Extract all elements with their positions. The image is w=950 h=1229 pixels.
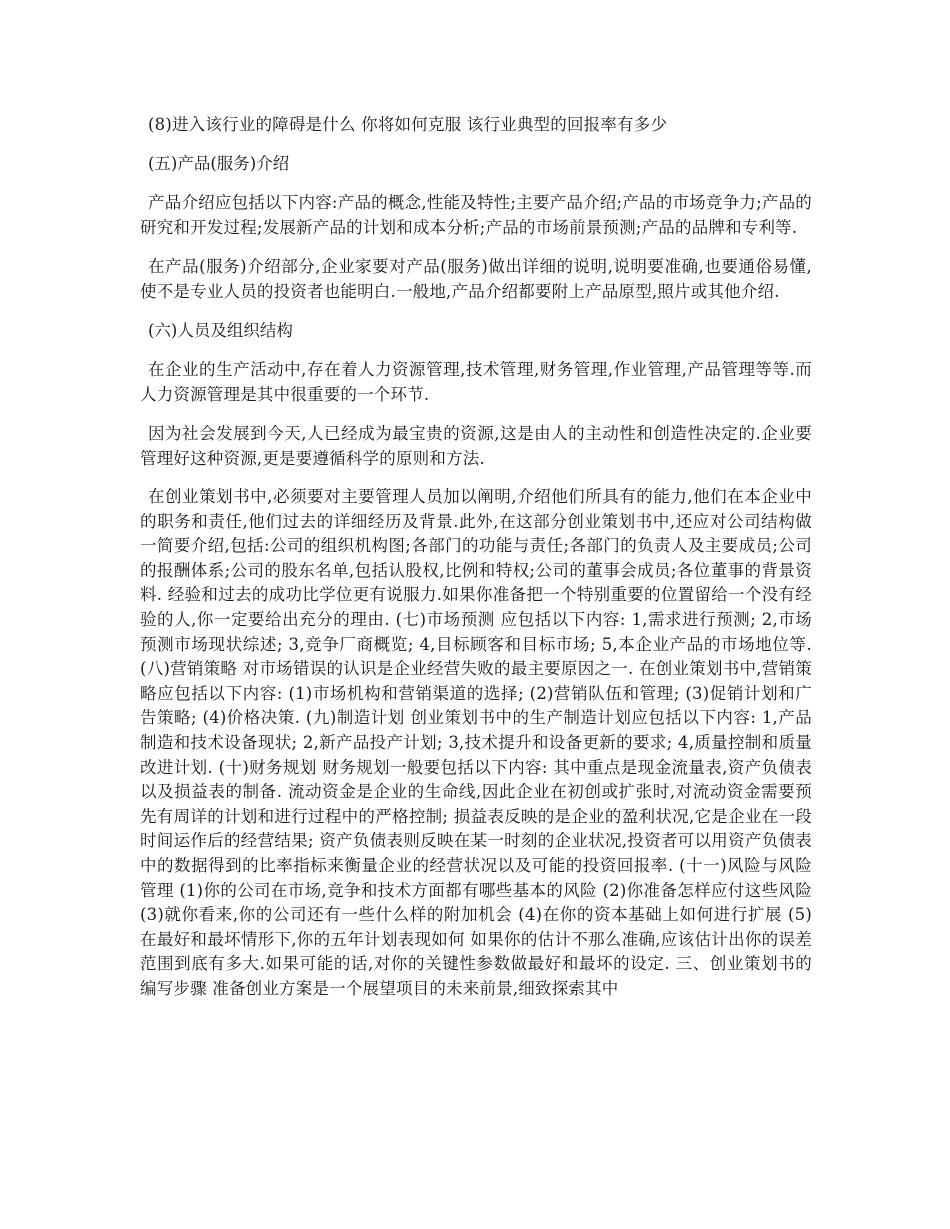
document-page	[140, 112, 812, 1015]
section-heading-product-intro: (五)产品(服务)介绍	[148, 154, 290, 173]
section-heading-personnel: (六)人员及组织结构	[148, 321, 293, 340]
paragraph-human-resources: 因为社会发展到今天,人已经成为最宝贵的资源,这是由人的主动性和创造性决定的.企业要管理好这种资源,更是要遵循科学的原则和方法.	[140, 424, 812, 468]
paragraph-industry-barriers: (8)进入该行业的障碍是什么 你将如何克服 该行业典型的回报率有多少	[148, 115, 668, 134]
paragraph-product-contents: 产品介绍应包括以下内容:产品的概念,性能及特性;主要产品介绍;产品的市场竞争力;产品的研究和开发过程;发展新产品的计划和成本分析;产品的市场前景预测;产品的品牌和专利等.	[140, 193, 812, 237]
paragraph-plan-details: 在创业策划书中,必须要对主要管理人员加以阐明,介绍他们所具有的能力,他们在本企业中的职务和责任,他们过去的详细经历及背景.此外,在这部分创业策划书中,还应对公司结构做一简要介绍,包括:公司的组织机构图;各部门的功能与责任;各部门的负责人及主要成员;公司的报酬体系;公司的股东名单,包括认股权,比例和特权;公司的董事会成员;各位董事的背景资料. 经验和过去的成功比学位更有说服力.如果你准备把一个特别重要的位置留给一个没有经验的人,你一定要给出充分的理由. (七)市场预测 应包括以下内容: 1,需求进行预测; 2,市场预测市场现状综述; 3,竞争厂商概览; 4,目标顾客和目标市场; 5,本企业产品的市场地位等. (八)营销策略 对市场错误的认识是企业经营失败的最主要原因之一. 在创业策划书中,营销策略应包括以下内容: (1)市场机构和营销渠道的选择; (2)营销队伍和管理; (3)促销计划和广告策略; (4)价格决策. (九)制造计划 创业策划书中的生产制造计划应包括以下内容: 1,产品制造和技术设备现状; 2,新产品投产计划; 3,技术提升和设备更新的要求; 4,质量控制和质量改进计划. (十)财务规划 财务规划一般要包括以下内容: 其中重点是现金流量表,资产负债表以及损益表的制备. 流动资金是企业的生命线,因此企业在初创或扩张时,对流动资金需要预先有周详的计划和进行过程中的严格控制; 损益表反映的是企业的盈利状况,它是企业在一段时间运作后的经营结果; 资产负债表则反映在某一时刻的企业状况,投资者可以用资产负债表中的数据得到的比率指标来衡量企业的经营状况以及可能的投资回报率. (十一)风险与风险管理 (1)你的公司在市场,竞争和技术方面都有哪些基本的风险 (2)你准备怎样应付这些风险 (3)就你看来,你的公司还有一些什么样的附加机会 (4)在你的资本基础上如何进行扩展 (5)在最好和最坏情形下,你的五年计划表现如何 如果你的估计不那么准确,应该估计出你的误差范围到底有多大.如果可能的话,对你的关键性参数做最好和最坏的设定. 三、创业策划书的编写步骤 准备创业方案是一个展望项目的未来前景,细致探索其中	[140, 487, 812, 998]
paragraph-management-types: 在企业的生产活动中,存在着人力资源管理,技术管理,财务管理,作业管理,产品管理等等.而人力资源管理是其中很重要的一个环节.	[140, 360, 812, 404]
paragraph-product-description: 在产品(服务)介绍部分,企业家要对产品(服务)做出详细的说明,说明要准确,也要通俗易懂,使不是专业人员的投资者也能明白.一般地,产品介绍都要附上产品原型,照片或其他介绍.	[140, 257, 812, 301]
